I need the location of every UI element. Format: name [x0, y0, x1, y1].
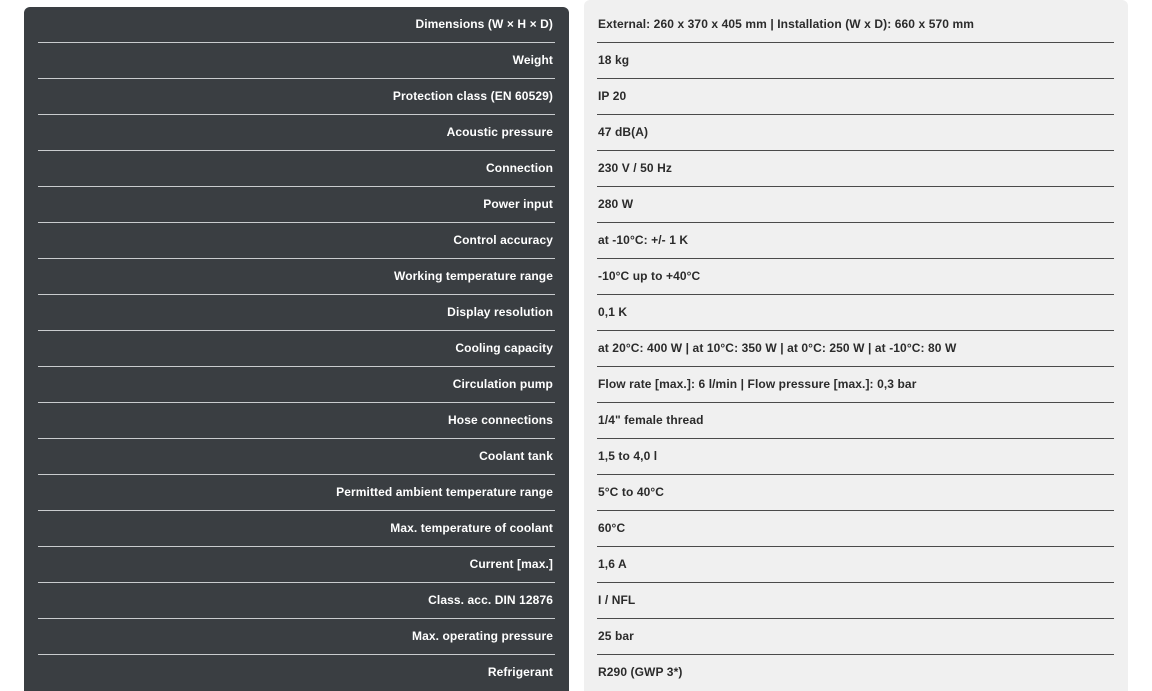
spec-label-row [38, 439, 555, 475]
spec-label-row [38, 79, 555, 115]
spec-label: Hose connections [448, 413, 553, 427]
spec-label-row [38, 475, 555, 511]
spec-value-row [597, 475, 1114, 511]
spec-value: 18 kg [598, 53, 630, 67]
spec-value: R290 (GWP 3*) [598, 665, 683, 679]
spec-label: Coolant tank [479, 449, 553, 463]
spec-label: Working temperature range [394, 269, 553, 283]
spec-value-row [597, 43, 1114, 79]
spec-value: 25 bar [598, 629, 634, 643]
spec-values-list [597, 7, 1114, 691]
spec-value: 47 dB(A) [598, 125, 649, 139]
spec-label-row [38, 223, 555, 259]
spec-label-row [38, 331, 555, 367]
spec-value-row [597, 331, 1114, 367]
spec-value-row [597, 403, 1114, 439]
spec-label: Circulation pump [452, 377, 553, 391]
spec-label-row [38, 7, 555, 43]
spec-value: -10°C up to +40°C [598, 269, 701, 283]
spec-label: Max. temperature of coolant [390, 521, 553, 535]
spec-value-row [597, 187, 1114, 223]
spec-value: 1/4" female thread [598, 413, 704, 427]
spec-value-row [597, 619, 1114, 655]
spec-value: 280 W [598, 197, 634, 211]
spec-value: at -10°C: +/- 1 K [598, 233, 689, 247]
spec-label: Dimensions (W × H × D) [415, 17, 553, 31]
spec-label-row [38, 583, 555, 619]
spec-label-row [38, 259, 555, 295]
spec-label-row [38, 619, 555, 655]
spec-value: 1,6 A [598, 557, 627, 571]
spec-labels-list [38, 7, 555, 691]
spec-label-row [38, 295, 555, 331]
spec-label: Current [max.] [469, 557, 553, 571]
spec-value: 1,5 to 4,0 l [598, 449, 658, 463]
spec-label: Control accuracy [453, 233, 553, 247]
spec-value-row [597, 259, 1114, 295]
spec-value-row [597, 115, 1114, 151]
spec-label-row [38, 115, 555, 151]
spec-value-row [597, 7, 1114, 43]
spec-value: 5°C to 40°C [598, 485, 665, 499]
spec-value-row [597, 295, 1114, 331]
spec-label-row [38, 403, 555, 439]
spec-label: Class. acc. DIN 12876 [428, 593, 553, 607]
spec-label-row [38, 547, 555, 583]
spec-value-row [597, 583, 1114, 619]
spec-label: Protection class (EN 60529) [392, 89, 553, 103]
spec-value-row [597, 655, 1114, 691]
spec-label-row [38, 151, 555, 187]
spec-value: External: 260 x 370 x 405 mm | Installation (W x D): 660 x 570 mm [598, 17, 975, 31]
spec-value-row [597, 547, 1114, 583]
spec-label-row [38, 367, 555, 403]
spec-value: IP 20 [598, 89, 627, 103]
spec-label-row [38, 511, 555, 547]
spec-value-row [597, 151, 1114, 187]
spec-label: Max. operating pressure [411, 629, 553, 643]
spec-value: I / NFL [598, 593, 636, 607]
spec-value-row [597, 439, 1114, 475]
spec-value: at 20°C: 400 W | at 10°C: 350 W | at 0°C: 250 W | at -10°C: 80 W [598, 341, 957, 355]
spec-label: Cooling capacity [455, 341, 553, 355]
spec-label: Weight [512, 53, 553, 67]
spec-value: 60°C [598, 521, 626, 535]
spec-label: Connection [486, 161, 553, 175]
spec-value-row [597, 79, 1114, 115]
spec-value: 230 V / 50 Hz [598, 161, 673, 175]
spec-label: Refrigerant [487, 665, 553, 679]
spec-value-row [597, 367, 1114, 403]
spec-value: 0,1 K [598, 305, 628, 319]
spec-value: Flow rate [max.]: 6 l/min | Flow pressure [max.]: 0,3 bar [598, 377, 917, 391]
spec-label: Permitted ambient temperature range [336, 485, 553, 499]
spec-label: Display resolution [447, 305, 553, 319]
spec-label-row [38, 187, 555, 223]
spec-label: Acoustic pressure [446, 125, 553, 139]
spec-value-row [597, 223, 1114, 259]
spec-label: Power input [483, 197, 553, 211]
spec-label-row [38, 43, 555, 79]
spec-value-row [597, 511, 1114, 547]
spec-label-row [38, 655, 555, 691]
